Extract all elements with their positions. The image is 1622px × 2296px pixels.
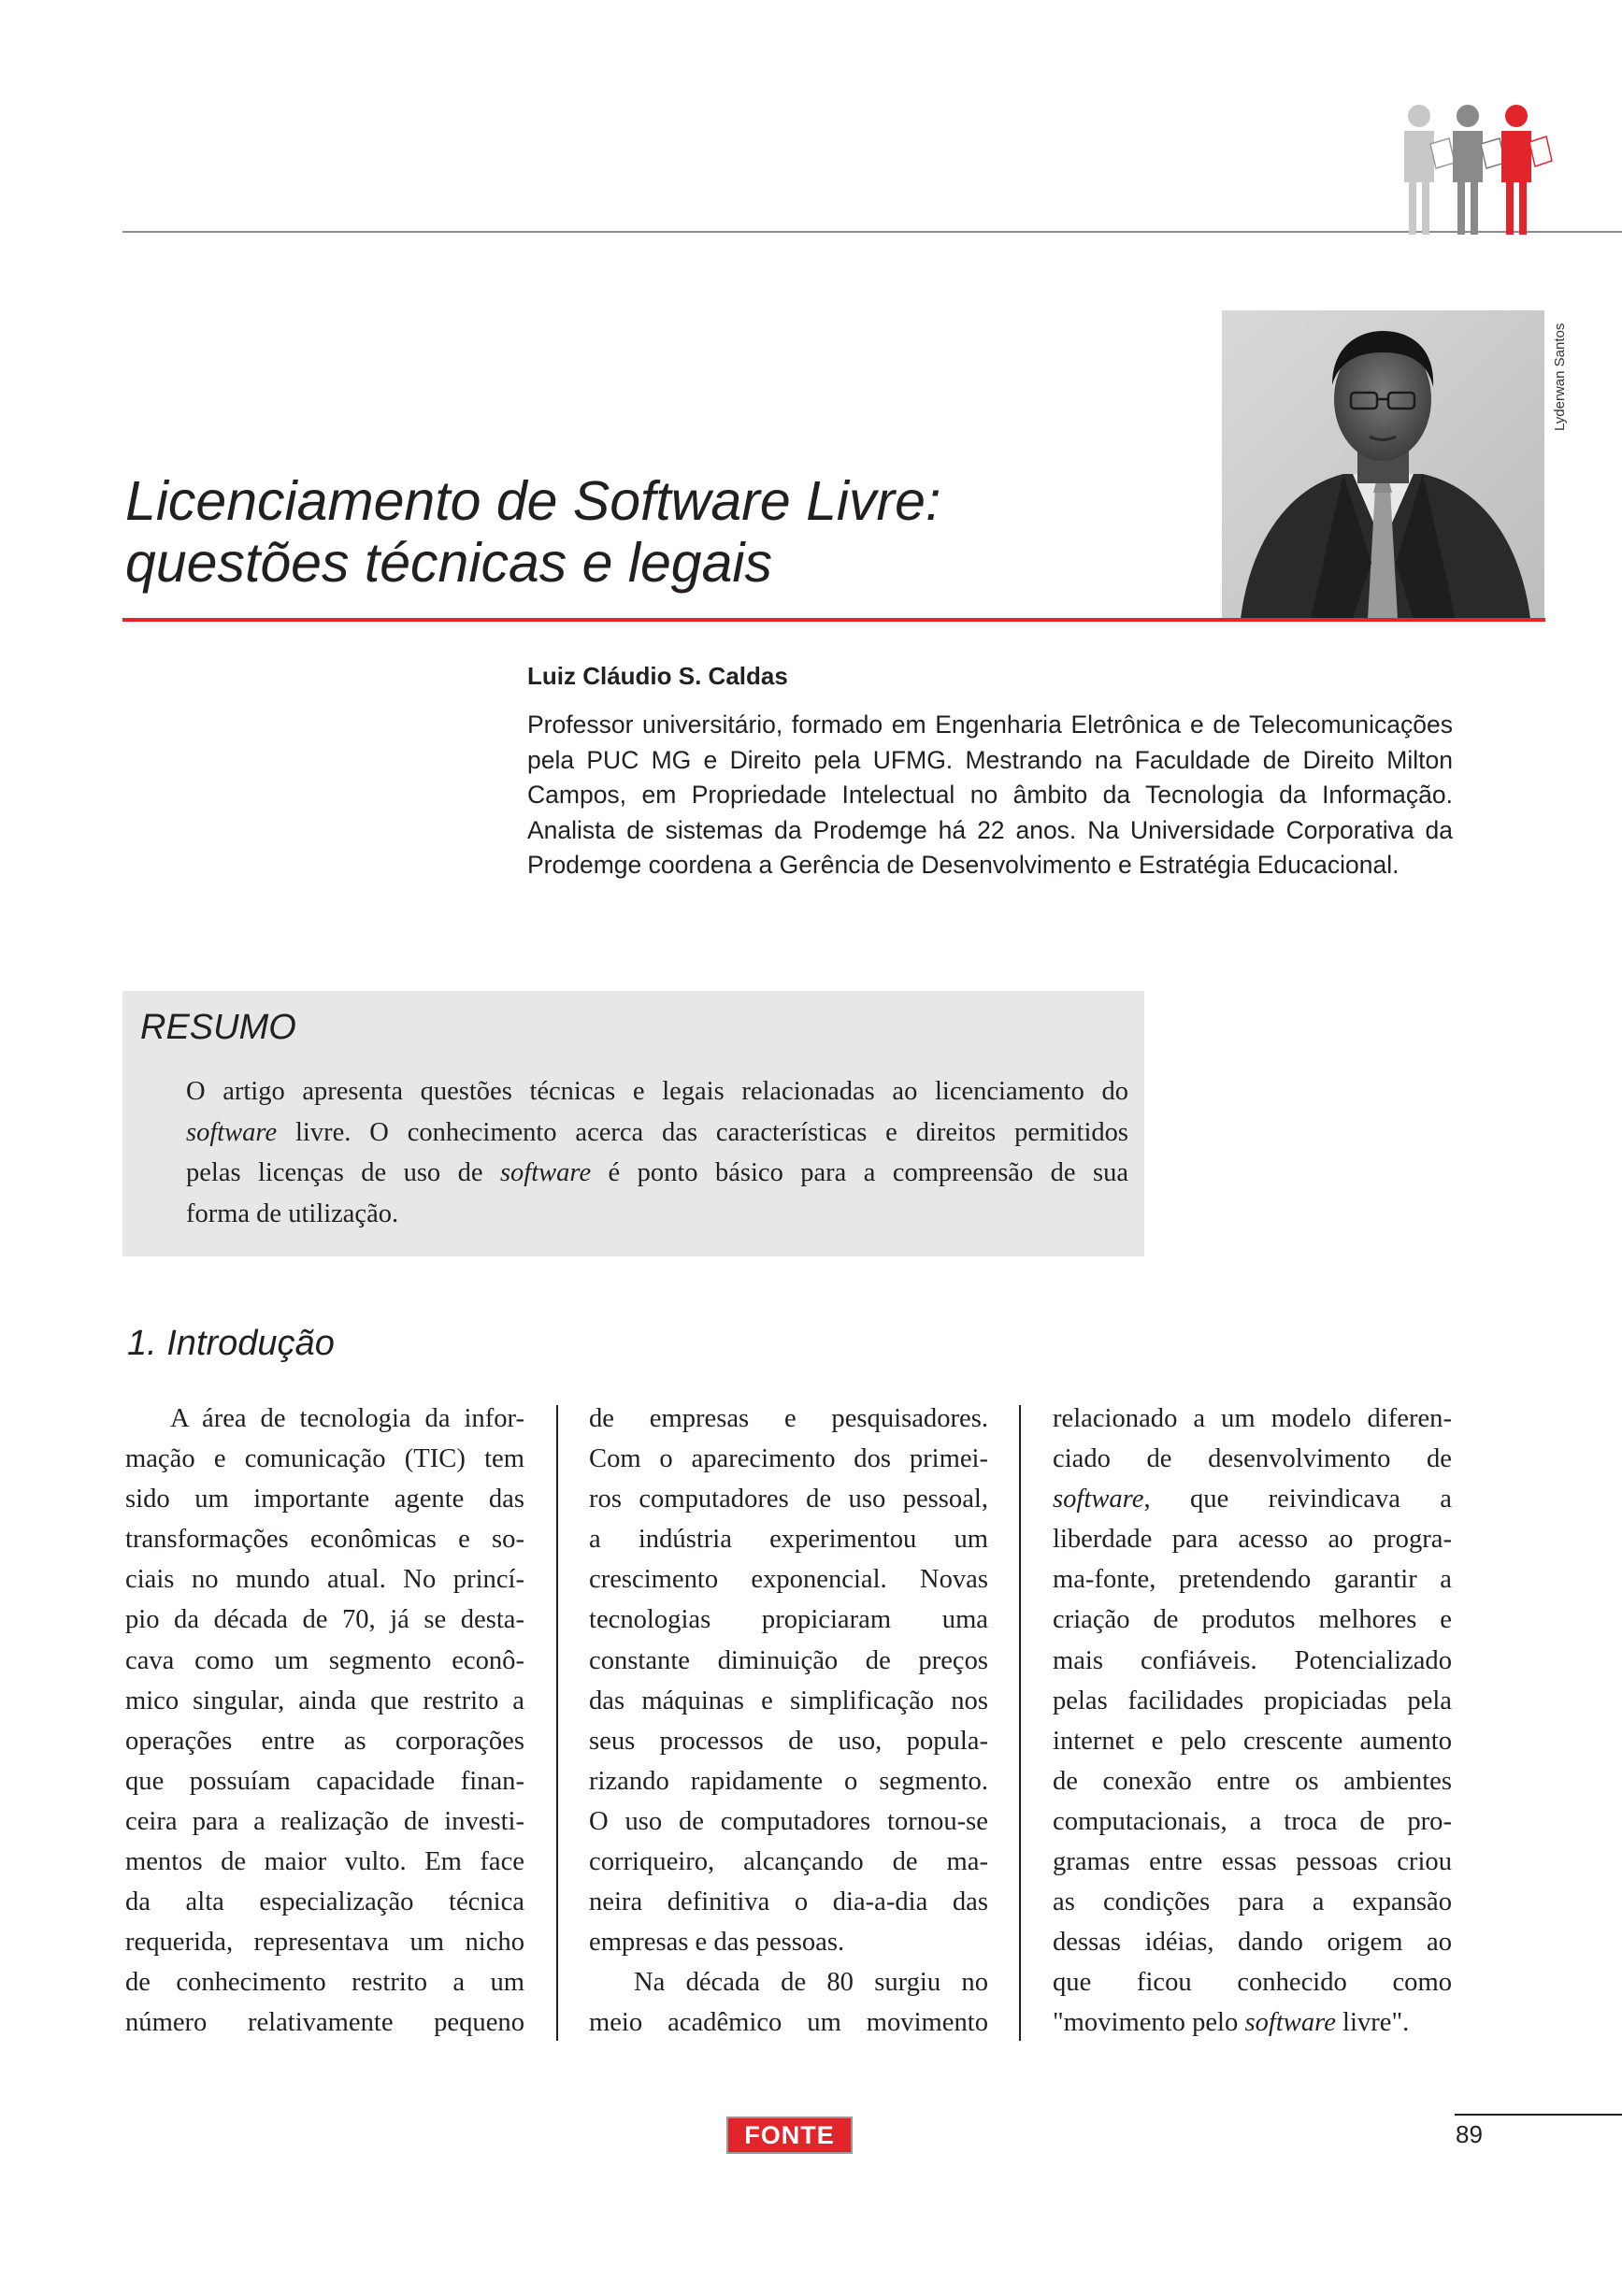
- abstract-line: O artigo apresenta questões técnicas e legais relacionadas ao licenciamento do: [186, 1077, 1128, 1106]
- text-line: empresas e das pessoas.: [589, 1928, 845, 1958]
- text-line: operações entre as corporações: [125, 1726, 524, 1756]
- footer-rule: [1455, 2114, 1622, 2116]
- text-line: liberdade para acesso ao progra-: [1053, 1525, 1452, 1555]
- text-line: pelas facilidades propiciadas pela: [1053, 1686, 1452, 1715]
- text-line: cava como um segmento econô-: [125, 1645, 524, 1675]
- body-column-2: [589, 1399, 988, 2044]
- text-line: gramas entre essas pessoas criou: [1053, 1847, 1452, 1877]
- title-line-2: questões técnicas e legais: [125, 532, 773, 594]
- text-line: dessas idéias, dando origem ao: [1053, 1928, 1452, 1958]
- body-column-3: [1053, 1399, 1452, 2044]
- text-line: ceira para a realização de investi-: [125, 1806, 524, 1836]
- text-line: relacionado a um modelo diferen-: [1053, 1404, 1452, 1433]
- header-rule: [122, 231, 1622, 233]
- body-column-1: [125, 1399, 524, 2044]
- magazine-logo-text: FONTE: [744, 2120, 835, 2149]
- text-line: rizando rapidamente o segmento.: [589, 1766, 988, 1796]
- text-line: ciais no mundo atual. No princí-: [125, 1565, 524, 1595]
- text-line: número relativamente pequeno: [125, 2008, 524, 2038]
- text-line: transformações econômicas e so-: [125, 1525, 524, 1555]
- text-line: de empresas e pesquisadores.: [589, 1404, 988, 1433]
- text-line: computacionais, a troca de pro-: [1053, 1806, 1452, 1836]
- text-line: software, que reivindicava a: [1053, 1485, 1452, 1514]
- text-line: sido um importante agente das: [125, 1485, 524, 1514]
- text-line: Com o aparecimento dos primei-: [589, 1444, 988, 1474]
- abstract-line: software livre. O conhecimento acerca das características e direitos permitidos: [186, 1117, 1128, 1147]
- text-line: de conhecimento restrito a um: [125, 1968, 524, 1998]
- author-bio: Professor universitário, formado em Engenharia Eletrônica e de Telecomunicações pela PUC MG e Direito pela UFMG. Mestrando na Faculdade de Direito Milton Campos, em Propriedade Intelectual no âmbito da Tecnologia da Informação. Analista de sistemas da Prodemge há 22 anos. Na Universidade Corporativa da Prodemge coordena a Gerência de Desenvolvimento e Estratégia Educacional.: [527, 710, 1453, 879]
- abstract-line: forma de utilização.: [186, 1198, 399, 1228]
- text-line: requerida, representava um nicho: [125, 1928, 524, 1958]
- section-heading: 1. Introdução: [127, 1324, 335, 1363]
- text-line: mico singular, ainda que restrito a: [125, 1686, 524, 1715]
- column-divider: [556, 1405, 558, 2041]
- text-line: tecnologias propiciaram uma: [589, 1605, 988, 1635]
- text-line: A área de tecnologia da infor-: [170, 1404, 524, 1433]
- text-line: meio acadêmico um movimento: [589, 2008, 988, 2038]
- text-line: mentos de maior vulto. Em face: [125, 1847, 524, 1877]
- title-line-1: Licenciamento de Software Livre:: [125, 470, 941, 532]
- title-underline: [122, 618, 1545, 622]
- author-name: Luiz Cláudio S. Caldas: [527, 662, 788, 690]
- text-line: constante diminuição de preços: [589, 1645, 988, 1675]
- text-line: ciado de desenvolvimento de: [1053, 1444, 1452, 1474]
- column-divider: [1019, 1405, 1021, 2041]
- magazine-logo: [726, 2117, 853, 2154]
- text-line: pio da década de 70, já se desta-: [125, 1605, 524, 1635]
- article-title: [125, 470, 1200, 594]
- text-line: das máquinas e simplificação nos: [589, 1686, 988, 1715]
- abstract-heading: RESUMO: [140, 1008, 296, 1047]
- text-line: ma-fonte, pretendendo garantir a: [1053, 1565, 1452, 1595]
- text-line: a indústria experimentou um: [589, 1525, 988, 1555]
- text-line: Na década de 80 surgiu no: [634, 1968, 988, 1998]
- photo-credit: Lyderwan Santos: [1552, 323, 1568, 431]
- text-line: mais confiáveis. Potencializado: [1053, 1645, 1452, 1675]
- people-presentation-icon: [1402, 99, 1561, 235]
- text-line: que possuíam capacidade finan-: [125, 1766, 524, 1796]
- abstract-text: [186, 1071, 1128, 1234]
- text-line: crescimento exponencial. Novas: [589, 1565, 988, 1595]
- text-line: que ficou conhecido como: [1053, 1968, 1452, 1998]
- text-line: as condições para a expansão: [1053, 1887, 1452, 1917]
- text-line: corriqueiro, alcançando de ma-: [589, 1847, 988, 1877]
- text-line: da alta especialização técnica: [125, 1887, 524, 1917]
- author-photo: [1222, 310, 1544, 619]
- text-line: "movimento pelo software livre".: [1053, 2008, 1410, 2038]
- text-line: O uso de computadores tornou-se: [589, 1806, 988, 1836]
- text-line: mação e comunicação (TIC) tem: [125, 1444, 524, 1474]
- text-line: ros computadores de uso pessoal,: [589, 1485, 988, 1514]
- text-line: criação de produtos melhores e: [1053, 1605, 1452, 1635]
- abstract-line: pelas licenças de uso de software é ponto básico para a compreensão de sua: [186, 1158, 1128, 1187]
- text-line: neira definitiva o dia-a-dia das: [589, 1887, 988, 1917]
- text-line: internet e pelo crescente aumento: [1053, 1726, 1452, 1756]
- text-line: de conexão entre os ambientes: [1053, 1766, 1452, 1796]
- page-number: 89: [1456, 2120, 1483, 2148]
- text-line: seus processos de uso, popula-: [589, 1726, 988, 1756]
